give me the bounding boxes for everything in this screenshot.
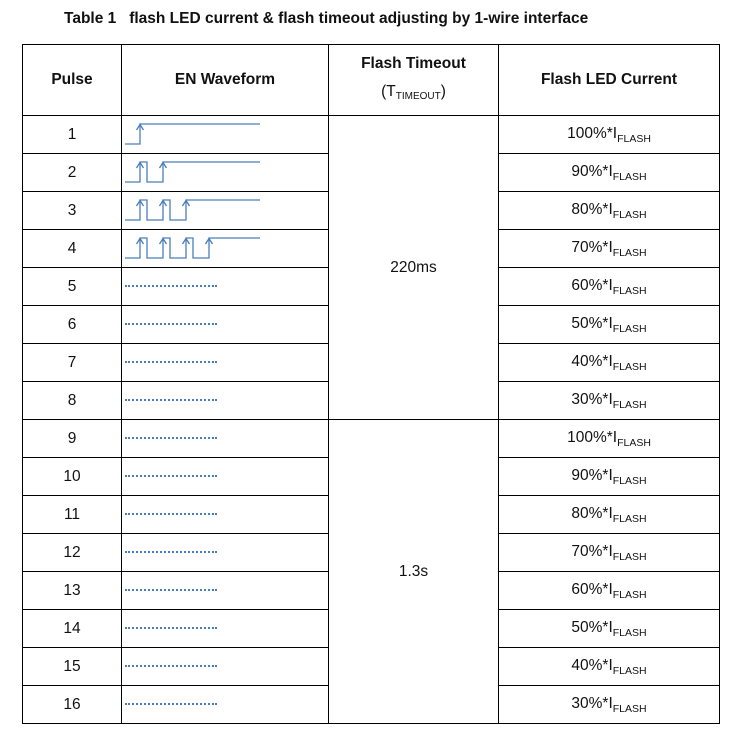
waveform-cell — [122, 686, 329, 724]
current-cell — [499, 572, 720, 610]
header-waveform: EN Waveform — [122, 45, 329, 116]
timeout-cell: 220ms — [329, 116, 499, 420]
waveform-cell — [122, 268, 329, 306]
current-value: 40%*I — [571, 352, 613, 370]
timeout-cell: 1.3s — [329, 420, 499, 724]
table-row — [23, 116, 720, 154]
current-value: 90%*I — [571, 162, 613, 180]
pulse-cell: 11 — [23, 496, 122, 534]
current-cell — [499, 648, 720, 686]
waveform-ellipsis — [125, 665, 217, 667]
waveform-cell — [122, 648, 329, 686]
current-subscript: FLASH — [612, 170, 647, 183]
current-value: 80%*I — [571, 200, 613, 218]
pulse-cell: 7 — [23, 344, 122, 382]
pulse-cell: 6 — [23, 306, 122, 344]
current-cell — [499, 268, 720, 306]
pulse-cell: 14 — [23, 610, 122, 648]
pulse-cell: 16 — [23, 686, 122, 724]
current-value: 70%*I — [571, 238, 613, 256]
current-subscript: FLASH — [612, 702, 647, 715]
current-value: 60%*I — [571, 276, 613, 294]
pulse-cell: 2 — [23, 154, 122, 192]
pulse-cell: 8 — [23, 382, 122, 420]
timeout-close-paren: ) — [440, 82, 446, 100]
pulse-cell: 12 — [23, 534, 122, 572]
waveform-ellipsis — [125, 703, 217, 705]
flash-settings-table — [22, 44, 720, 724]
current-value: 50%*I — [571, 314, 613, 332]
current-subscript: FLASH — [612, 664, 647, 677]
header-flash-timeout-line1: Flash Timeout — [361, 54, 466, 72]
current-subscript: FLASH — [612, 550, 647, 563]
waveform-ellipsis — [125, 361, 217, 363]
current-cell — [499, 420, 720, 458]
pulse-cell: 15 — [23, 648, 122, 686]
current-value: 40%*I — [571, 656, 613, 674]
waveform-icon — [122, 120, 264, 150]
waveform-cell — [122, 306, 329, 344]
waveform-cell — [122, 230, 329, 268]
current-subscript: FLASH — [612, 360, 647, 373]
header-pulse: Pulse — [23, 45, 122, 116]
current-subscript: FLASH — [612, 588, 647, 601]
waveform-cell — [122, 572, 329, 610]
table-body — [23, 116, 720, 724]
waveform-ellipsis — [125, 285, 217, 287]
current-cell — [499, 382, 720, 420]
pulse-cell: 4 — [23, 230, 122, 268]
waveform-ellipsis — [125, 551, 217, 553]
table-caption-title: flash LED current & flash timeout adjusting by 1-wire interface — [129, 10, 589, 27]
waveform-cell — [122, 496, 329, 534]
current-subscript: FLASH — [612, 626, 647, 639]
waveform-trace — [125, 200, 260, 220]
waveform-trace — [125, 238, 260, 258]
pulse-cell: 5 — [23, 268, 122, 306]
waveform-trace — [125, 162, 260, 182]
table-header-row — [23, 45, 720, 116]
current-cell — [499, 116, 720, 154]
waveform-ellipsis — [125, 323, 217, 325]
waveform-cell — [122, 344, 329, 382]
waveform-ellipsis — [125, 399, 217, 401]
table-caption-label: Table 1 — [64, 10, 117, 27]
waveform-cell — [122, 420, 329, 458]
current-subscript: FLASH — [612, 398, 647, 411]
pulse-cell: 9 — [23, 420, 122, 458]
current-cell — [499, 192, 720, 230]
timeout-subscript: TIMEOUT — [395, 90, 441, 102]
current-cell — [499, 344, 720, 382]
waveform-icon — [122, 234, 264, 264]
waveform-icon — [122, 196, 264, 226]
current-value: 70%*I — [571, 542, 613, 560]
table-caption — [64, 10, 588, 28]
waveform-ellipsis — [125, 589, 217, 591]
waveform-trace — [125, 124, 260, 144]
waveform-cell — [122, 610, 329, 648]
waveform-ellipsis — [125, 627, 217, 629]
current-subscript: FLASH — [617, 132, 651, 145]
current-cell — [499, 154, 720, 192]
current-cell — [499, 496, 720, 534]
current-cell — [499, 610, 720, 648]
current-value: 60%*I — [571, 580, 613, 598]
current-value: 30%*I — [571, 694, 613, 712]
current-subscript: FLASH — [617, 436, 651, 449]
waveform-icon — [122, 158, 264, 188]
waveform-ellipsis — [125, 513, 217, 515]
current-value: 50%*I — [571, 618, 613, 636]
waveform-cell — [122, 534, 329, 572]
current-subscript: FLASH — [612, 322, 647, 335]
pulse-cell: 10 — [23, 458, 122, 496]
header-flash-timeout-line2 — [329, 78, 498, 111]
header-flash-current: Flash LED Current — [499, 45, 720, 116]
current-subscript: FLASH — [612, 284, 647, 297]
current-value: 100%*I — [567, 124, 618, 142]
current-cell — [499, 534, 720, 572]
waveform-cell — [122, 192, 329, 230]
waveform-cell — [122, 382, 329, 420]
pulse-cell: 1 — [23, 116, 122, 154]
current-value: 100%*I — [567, 428, 618, 446]
current-subscript: FLASH — [612, 246, 647, 259]
waveform-cell — [122, 458, 329, 496]
current-value: 30%*I — [571, 390, 613, 408]
header-flash-timeout — [329, 45, 499, 116]
waveform-ellipsis — [125, 437, 217, 439]
current-value: 90%*I — [571, 466, 613, 484]
current-subscript: FLASH — [612, 474, 647, 487]
current-cell — [499, 686, 720, 724]
pulse-cell: 13 — [23, 572, 122, 610]
waveform-cell — [122, 116, 329, 154]
timeout-open-paren: (T — [381, 82, 396, 100]
table-row — [23, 420, 720, 458]
current-cell — [499, 230, 720, 268]
current-cell — [499, 458, 720, 496]
current-value: 80%*I — [571, 504, 613, 522]
current-subscript: FLASH — [612, 208, 647, 221]
current-subscript: FLASH — [612, 512, 647, 525]
current-cell — [499, 306, 720, 344]
waveform-ellipsis — [125, 475, 217, 477]
waveform-cell — [122, 154, 329, 192]
pulse-cell: 3 — [23, 192, 122, 230]
